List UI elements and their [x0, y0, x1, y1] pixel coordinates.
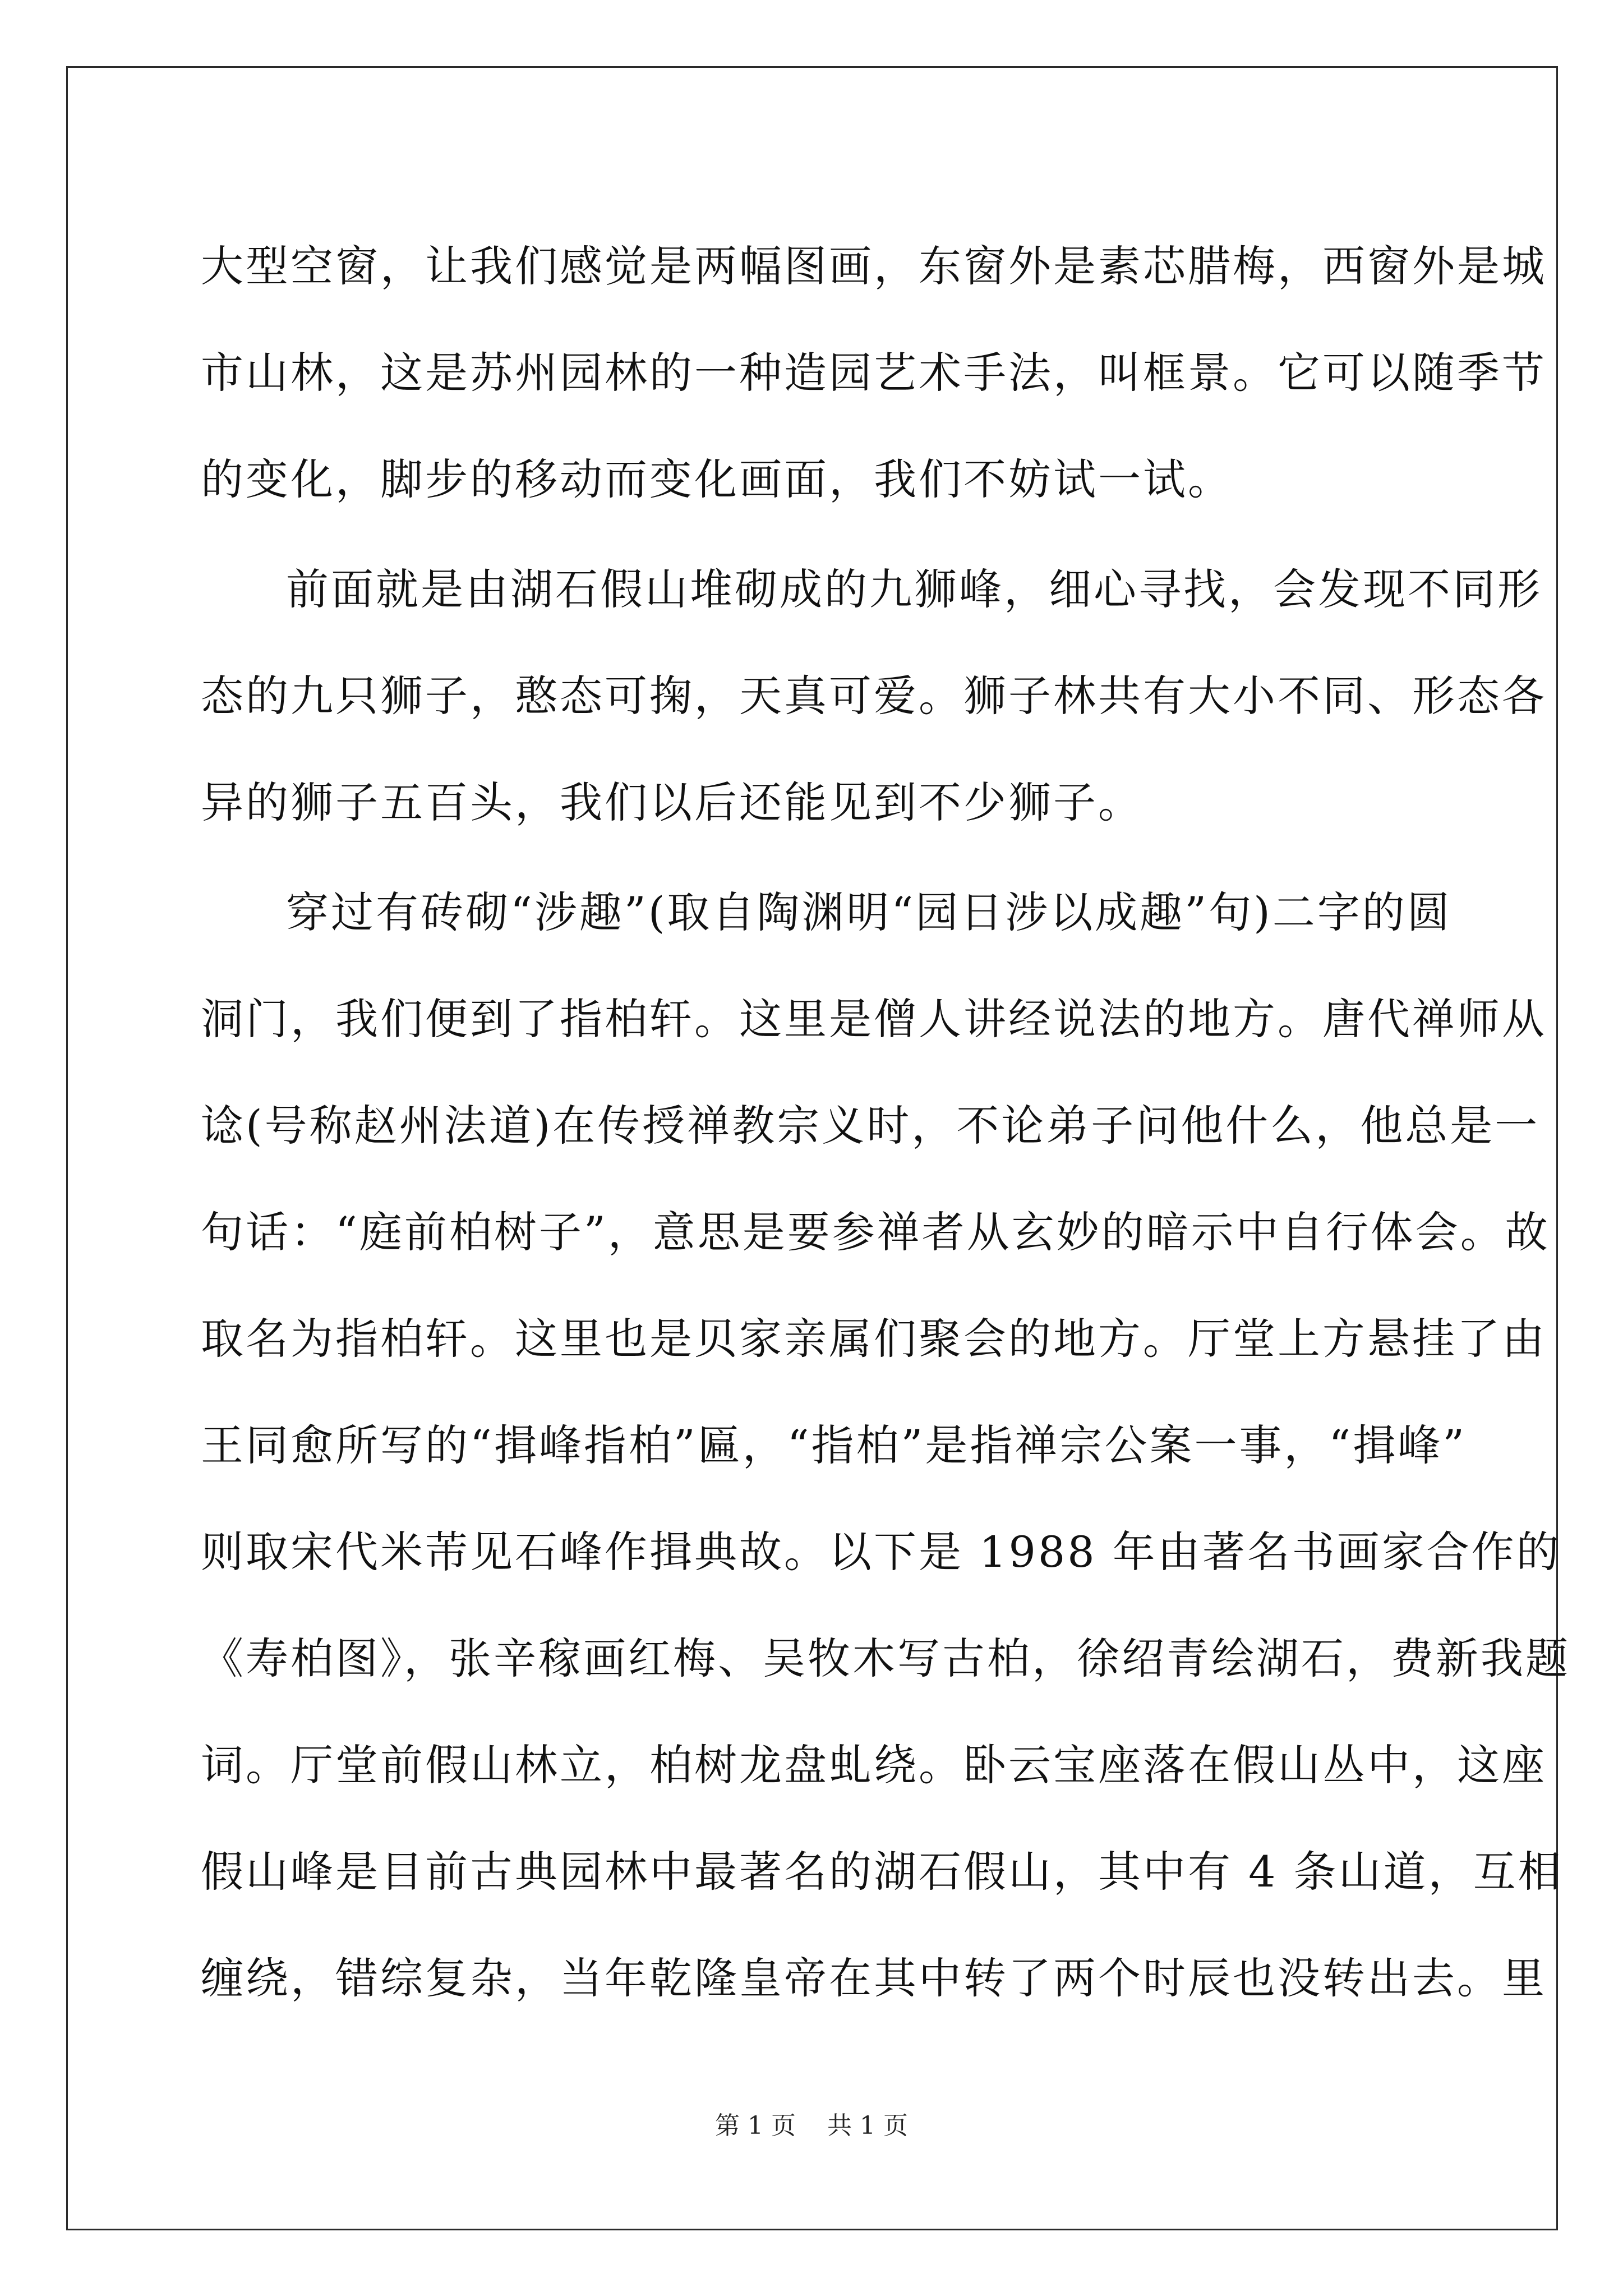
text-line: 假山峰是目前古典园林中最著名的湖石假山，其中有 4 条山道，互相	[201, 1847, 1563, 1897]
paragraph-first-line: 穿过有砖砌“涉趣”(取自陶渊明“园日涉以成趣”句)二字的圆	[286, 887, 1452, 937]
paragraph-first-line: 前面就是由湖石假山堆砌成的九狮峰，细心寻找，会发现不同形	[286, 564, 1542, 614]
text-line: 王同愈所写的“揖峰指柏”匾，“指柏”是指禅宗公案一事，“揖峰”	[201, 1420, 1467, 1470]
page-footer	[0, 2109, 1623, 2143]
text-line: 句话：“庭前柏树子”，意思是要参禅者从玄妙的暗示中自行体会。故	[201, 1207, 1550, 1257]
text-line: 词。厅堂前假山林立，柏树龙盘虬绕。卧云宝座落在假山丛中，这座	[201, 1740, 1547, 1790]
text-line: 谂(号称赵州法道)在传授禅教宗义时，不论弟子问他什么，他总是一	[201, 1101, 1540, 1151]
text-line: 缠绕，错综复杂，当年乾隆皇帝在其中转了两个时辰也没转出去。里	[201, 1953, 1547, 2003]
text-line: 的变化，脚步的移动而变化画面，我们不妨试一试。	[201, 454, 1233, 504]
text-line: 大型空窗，让我们感觉是两幅图画，东窗外是素芯腊梅，西窗外是城	[201, 241, 1547, 291]
text-line: 取名为指柏轩。这里也是贝家亲属们聚会的地方。厅堂上方悬挂了由	[201, 1314, 1547, 1364]
document-body	[201, 213, 1570, 2032]
text-line: 异的狮子五百头，我们以后还能见到不少狮子。	[201, 777, 1143, 827]
text-line: 则取宋代米芾见石峰作揖典故。以下是 1988 年由著名书画家合作的	[201, 1527, 1561, 1577]
text-line: 市山林，这是苏州园林的一种造园艺术手法，叫框景。它可以随季节	[201, 348, 1547, 398]
text-line: 态的九只狮子，憨态可掬，天真可爱。狮子林共有大小不同、形态各	[201, 671, 1547, 721]
text-line: 洞门，我们便到了指柏轩。这里是僧人讲经说法的地方。唐代禅师从	[201, 994, 1547, 1044]
page-number: 第 1 页	[715, 2111, 796, 2140]
page-total: 共 1 页	[827, 2111, 908, 2140]
text-line: 《寿柏图》，张辛稼画红梅、吴牧木写古柏，徐绍青绘湖石，费新我题	[201, 1634, 1570, 1683]
